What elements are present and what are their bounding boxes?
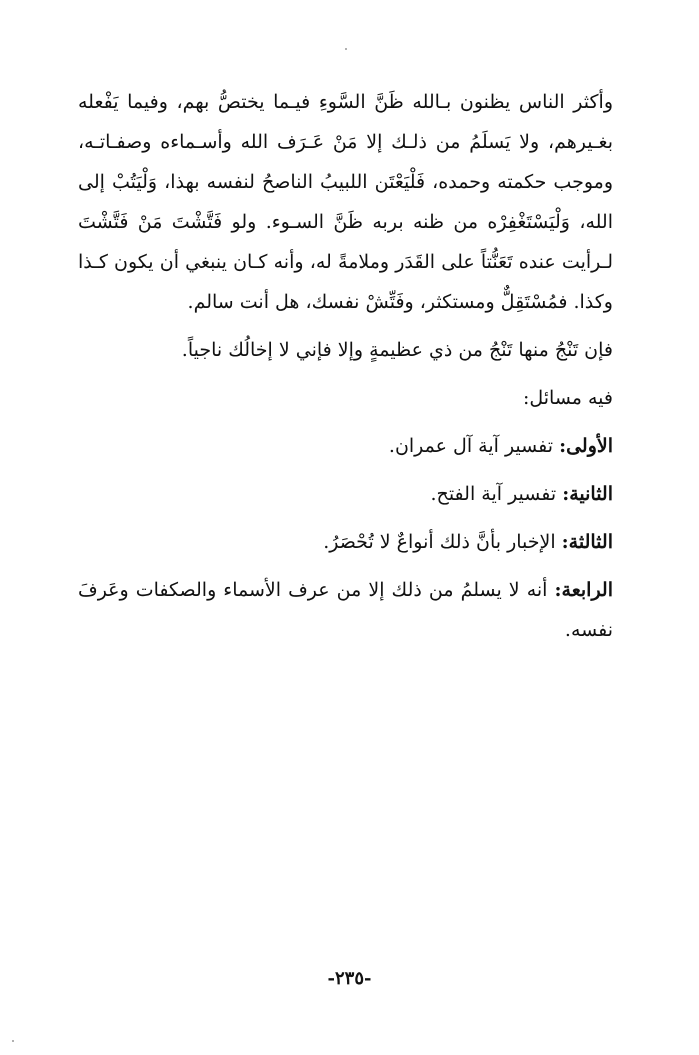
page-number: -٢٣٥-: [327, 968, 372, 989]
issue-text: أنه لا يسلمُ من ذلك إلا من عرف الأسماء والصكفات وعَرفَ نفسه.: [78, 579, 613, 641]
issue-text: تفسير آية آل عمران.: [388, 435, 554, 457]
scan-speck: [12, 1040, 14, 1042]
issue-label: الرابعة:: [554, 579, 613, 601]
issue-label: الثالثة:: [561, 531, 613, 553]
issue-text: تفسير آية الفتح.: [430, 483, 557, 505]
paragraph-main: وأكثر الناس يظنون بـالله ظَنَّ السَّوءِ فيـما يختصُّ بهم، وفيما يَفْعله بغـيرهم، ولا يَسلَمُ من ذلـك إلا مَنْ عَـرَف الله وأسـماءه وصفـاتـه، وموجب حكمته وحمده، فَلْيَعْتَن اللبيبُ الناصحُ لنفسه بهذا، وَلْيَتُبْ إلى الله، وَلْيَسْتَغْفِرْه من ظنه بربه ظَنَّ السـوء. ولو فَتَّشْتَ مَنْ فَتَّشْتَ لـرأيت عنده تَعَنُّتاً على القَدَر وملامةً له، وأنه كـان ينبغي أن يكون كـذا وكذا. فمُسْتَقِلٌّ ومستكثر، وفَتِّشْ نفسك، هل أنت سالم.: [78, 91, 613, 313]
issue-item: [78, 522, 613, 562]
issue-item: [78, 426, 613, 466]
issues-heading: فيه مسائل:: [522, 387, 613, 409]
page-body: [78, 82, 613, 650]
issue-text: الإخبار بأنَّ ذلك أنواعٌ لا تُحْصَرُ.: [323, 531, 556, 553]
scan-speck: [345, 48, 347, 50]
issue-label: الأولى:: [559, 435, 613, 457]
poem-verse: فإن تَنْجُ منها تَنْجُ من ذي عظيمةٍ وإلا فإني لا إخالُك ناجياً.: [181, 339, 613, 361]
issue-item: [78, 570, 613, 650]
issue-item: [78, 474, 613, 514]
issue-label: الثانية:: [562, 483, 613, 505]
